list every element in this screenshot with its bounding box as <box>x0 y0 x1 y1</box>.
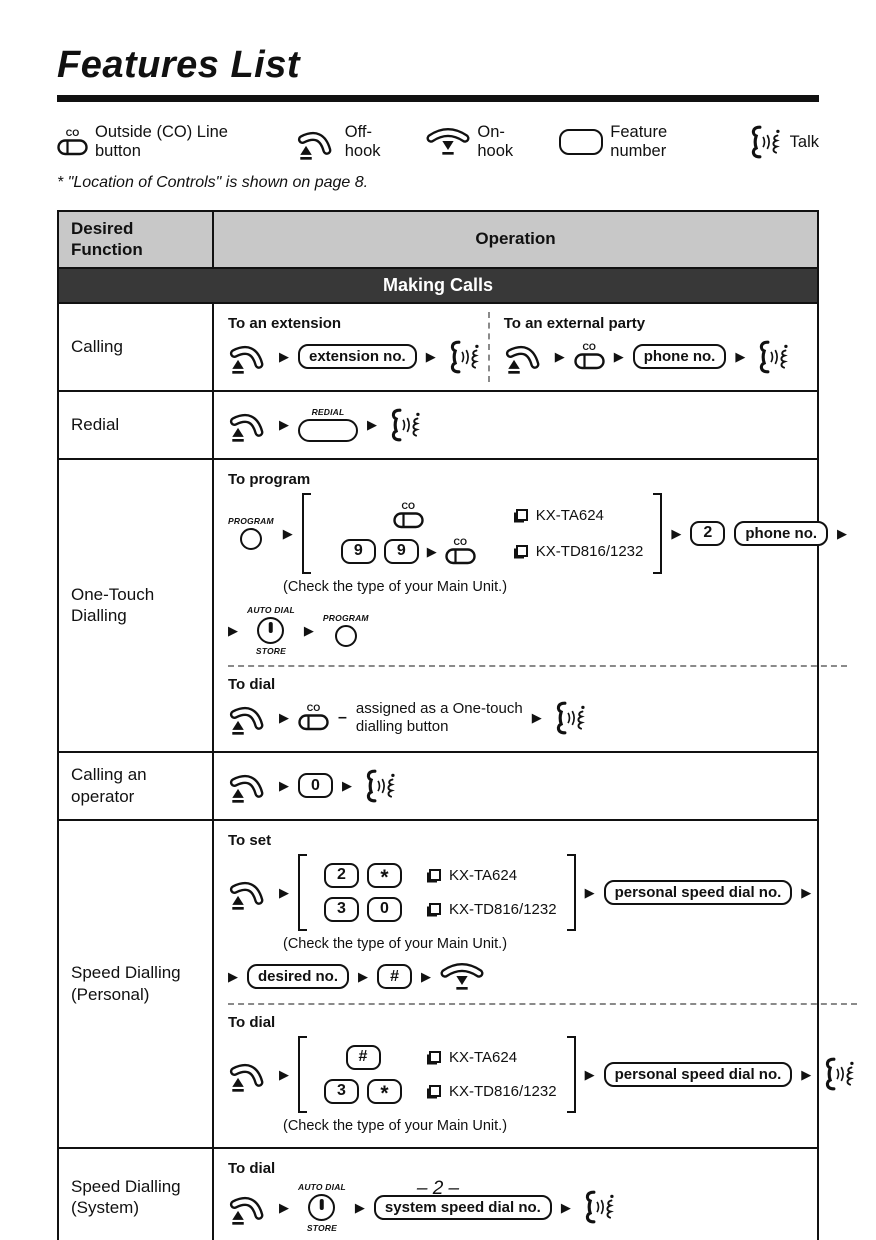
row-redial-label: Redial <box>59 392 214 458</box>
model-td-label: KX-TD816/1232 <box>449 900 557 918</box>
check-main-unit-note: (Check the type of your Main Unit.) <box>283 1117 508 1134</box>
co-line-icon <box>298 704 329 731</box>
legend-talk <box>746 122 819 162</box>
model-option-ta <box>429 867 557 884</box>
bracket-left-icon <box>298 1036 307 1113</box>
one-touch-dial-heading: To dial <box>228 675 276 693</box>
auto-dial-label: AUTO DIAL <box>298 1181 346 1192</box>
checkbox-icon <box>429 903 441 915</box>
checkbox-icon <box>429 1051 441 1063</box>
model-option-ta <box>429 1049 557 1066</box>
model-option-td <box>429 901 557 918</box>
dashed-divider <box>228 665 847 667</box>
key-2: 2 <box>690 521 725 546</box>
page-title: Features List <box>57 44 819 102</box>
model-ta-label: KX-TA624 <box>449 1048 518 1066</box>
store-label: STORE <box>255 645 287 656</box>
assigned-note-line2: dialling button <box>355 717 449 735</box>
auto-dial-label: AUTO DIAL <box>247 604 295 615</box>
dash-glyph: – <box>338 708 347 726</box>
row-one-touch-operation <box>214 460 861 751</box>
model-option-ta <box>516 507 644 524</box>
key-0: 0 <box>367 897 402 922</box>
bracket-right-icon <box>567 854 576 931</box>
legend-co-label: Outside (CO) Line button <box>95 123 228 160</box>
row-calling-label: Calling <box>59 304 214 390</box>
phone-no-box: phone no. <box>734 521 828 546</box>
bracket-right-icon <box>567 1036 576 1113</box>
step-arrow-icon: ▶ <box>837 525 848 541</box>
key-9: 9 <box>341 539 376 564</box>
step-arrow-icon: ▶ <box>279 1199 289 1215</box>
step-arrow-icon: ▶ <box>801 1066 812 1082</box>
step-arrow-icon: ▶ <box>228 969 238 984</box>
personal-speed-dial-no-box: personal speed dial no. <box>604 1062 793 1087</box>
features-table <box>57 210 848 1240</box>
key-3: 3 <box>324 897 359 922</box>
model-ta-label: KX-TA624 <box>535 506 604 524</box>
co-icon-label: CO <box>401 500 416 511</box>
bracket-left-icon <box>298 854 307 931</box>
onhook-icon <box>440 960 484 994</box>
step-arrow-icon: ▶ <box>584 1066 595 1082</box>
co-icon-label: CO <box>65 127 80 138</box>
legend-talk-label: Talk <box>789 132 819 151</box>
check-main-unit-note: (Check the type of your Main Unit.) <box>283 935 508 952</box>
header-desired-function: Desired Function <box>59 212 214 267</box>
step-arrow-icon: ▶ <box>342 778 352 793</box>
step-arrow-icon: ▶ <box>282 525 293 541</box>
checkbox-icon <box>516 545 528 557</box>
row-one-touch-label: One-Touch Dialling <box>59 460 214 751</box>
feature-number-box-icon <box>559 129 603 155</box>
offhook-icon <box>504 337 546 376</box>
step-arrow-icon: ▶ <box>613 349 624 364</box>
step-arrow-icon: ▶ <box>367 417 377 432</box>
row-operator-operation <box>214 753 817 819</box>
program-button <box>228 516 274 550</box>
key-hash: # <box>377 964 412 989</box>
phone-no-box: phone no. <box>633 344 727 369</box>
page-number: – 2 – <box>416 1178 460 1199</box>
model-td-label: KX-TD816/1232 <box>449 1082 557 1100</box>
row-speed-personal-operation <box>214 821 871 1147</box>
one-touch-assigned-note <box>356 700 523 735</box>
row-calling-operation <box>214 304 817 390</box>
co-line-icon <box>445 538 476 565</box>
dashed-divider <box>228 1003 857 1005</box>
talk-icon <box>445 337 482 377</box>
step-arrow-icon: ▶ <box>279 1066 289 1082</box>
step-arrow-icon: ▶ <box>584 884 595 900</box>
offhook-icon <box>228 1055 270 1094</box>
table-header-row <box>59 212 817 267</box>
bracket-left-icon <box>302 493 311 574</box>
legend-co <box>57 123 276 161</box>
checkbox-icon <box>516 509 528 521</box>
step-arrow-icon: ▶ <box>303 622 314 638</box>
calling-extension-heading: To an extension <box>228 314 342 332</box>
speed-personal-dial-heading: To dial <box>228 1013 276 1031</box>
step-arrow-icon: ▶ <box>421 969 432 984</box>
model-option-td <box>516 543 644 560</box>
row-calling <box>59 302 817 390</box>
speed-system-dial-heading: To dial <box>228 1159 276 1177</box>
main-unit-bracket <box>298 854 576 931</box>
talk-icon <box>551 698 588 738</box>
section-making-calls: Making Calls <box>59 267 817 302</box>
redial-button-label: REDIAL <box>311 407 345 417</box>
offhook-icon <box>228 873 270 912</box>
checkbox-icon <box>429 1085 441 1097</box>
step-arrow-icon: ▶ <box>358 969 369 984</box>
row-speed-personal <box>59 819 817 1147</box>
redial-button <box>298 407 358 442</box>
step-arrow-icon: ▶ <box>560 1199 571 1215</box>
step-arrow-icon: ▶ <box>279 710 289 725</box>
calling-extension-block <box>228 312 488 382</box>
step-arrow-icon: ▶ <box>801 884 812 900</box>
model-td-label: KX-TD816/1232 <box>535 542 644 560</box>
program-circle-icon <box>335 625 357 647</box>
offhook-icon <box>228 337 270 376</box>
talk-icon <box>361 766 398 806</box>
row-speed-system-label: Speed Dialling (System) <box>59 1149 214 1240</box>
auto-dial-store-button <box>247 605 295 656</box>
bracket-right-icon <box>653 493 662 574</box>
step-arrow-icon: ▶ <box>228 622 238 638</box>
key-9: 9 <box>384 539 419 564</box>
offhook-icon <box>228 766 270 805</box>
co-line-icon <box>57 129 88 156</box>
co-line-icon <box>393 502 424 529</box>
program-button <box>323 613 369 647</box>
redial-oval-icon <box>298 419 358 442</box>
checkbox-icon <box>429 869 441 881</box>
program-button-label: PROGRAM <box>322 613 369 623</box>
key-3: 3 <box>324 1079 359 1104</box>
key-2: 2 <box>324 863 359 888</box>
calling-external-block <box>488 312 803 382</box>
calling-external-heading: To an external party <box>503 314 646 332</box>
store-label: STORE <box>306 1222 338 1233</box>
desired-no-box: desired no. <box>247 964 349 989</box>
step-arrow-icon: ▶ <box>354 1199 365 1215</box>
main-unit-bracket <box>302 493 663 574</box>
offhook-icon <box>228 698 270 737</box>
step-arrow-icon: ▶ <box>279 349 289 364</box>
legend-onhook <box>426 123 539 161</box>
legend-offhook-label: Off-hook <box>344 123 381 160</box>
row-speed-personal-label: Speed Dialling (Personal) <box>59 821 214 1147</box>
program-button-label: PROGRAM <box>228 516 274 526</box>
check-main-unit-note: (Check the type of your Main Unit.) <box>283 578 508 595</box>
onhook-icon <box>426 125 470 159</box>
model-option-td <box>429 1083 557 1100</box>
offhook-icon <box>228 405 270 444</box>
icon-legend <box>57 122 819 162</box>
talk-icon <box>754 337 791 377</box>
extension-no-box: extension no. <box>298 344 417 369</box>
step-arrow-icon: ▶ <box>426 543 437 559</box>
legend-feature-number <box>559 123 725 161</box>
key-star: * <box>367 1079 402 1104</box>
row-operator-label: Calling an operator <box>59 753 214 819</box>
legend-offhook <box>296 123 407 162</box>
offhook-icon <box>296 123 338 162</box>
step-arrow-icon: ▶ <box>735 349 746 364</box>
co-line-icon <box>574 343 605 370</box>
key-0: 0 <box>298 773 333 798</box>
one-touch-program-heading: To program <box>228 470 311 488</box>
talk-icon <box>746 122 783 162</box>
step-arrow-icon: ▶ <box>425 349 436 364</box>
co-icon-label: CO <box>582 342 596 352</box>
step-arrow-icon: ▶ <box>554 349 565 364</box>
step-arrow-icon: ▶ <box>279 417 289 432</box>
model-ta-label: KX-TA624 <box>449 866 518 884</box>
speed-personal-set-heading: To set <box>228 831 272 849</box>
co-icon-label: CO <box>306 703 321 713</box>
location-of-controls-note: * "Location of Controls" is shown on page 8. <box>57 174 369 191</box>
header-operation: Operation <box>475 229 556 249</box>
legend-feature-label: Feature number <box>610 123 668 160</box>
legend-onhook-label: On-hook <box>477 123 514 160</box>
key-star: * <box>367 863 402 888</box>
row-redial <box>59 390 817 458</box>
assigned-note-line1: assigned as a One-touch <box>355 700 523 718</box>
co-icon-label: CO <box>453 536 468 547</box>
row-operator <box>59 751 817 819</box>
program-circle-icon <box>240 528 262 550</box>
talk-icon <box>820 1054 857 1094</box>
step-arrow-icon: ▶ <box>279 884 289 900</box>
step-arrow-icon: ▶ <box>279 778 289 793</box>
row-redial-operation <box>214 392 817 458</box>
auto-dial-circle-icon <box>257 617 284 644</box>
main-unit-bracket <box>298 1036 576 1113</box>
talk-icon <box>386 405 423 445</box>
key-hash: # <box>346 1045 381 1070</box>
step-arrow-icon: ▶ <box>671 525 682 541</box>
row-one-touch <box>59 458 848 751</box>
system-speed-dial-no-box: system speed dial no. <box>374 1195 552 1220</box>
personal-speed-dial-no-box: personal speed dial no. <box>604 880 793 905</box>
step-arrow-icon: ▶ <box>531 710 542 725</box>
